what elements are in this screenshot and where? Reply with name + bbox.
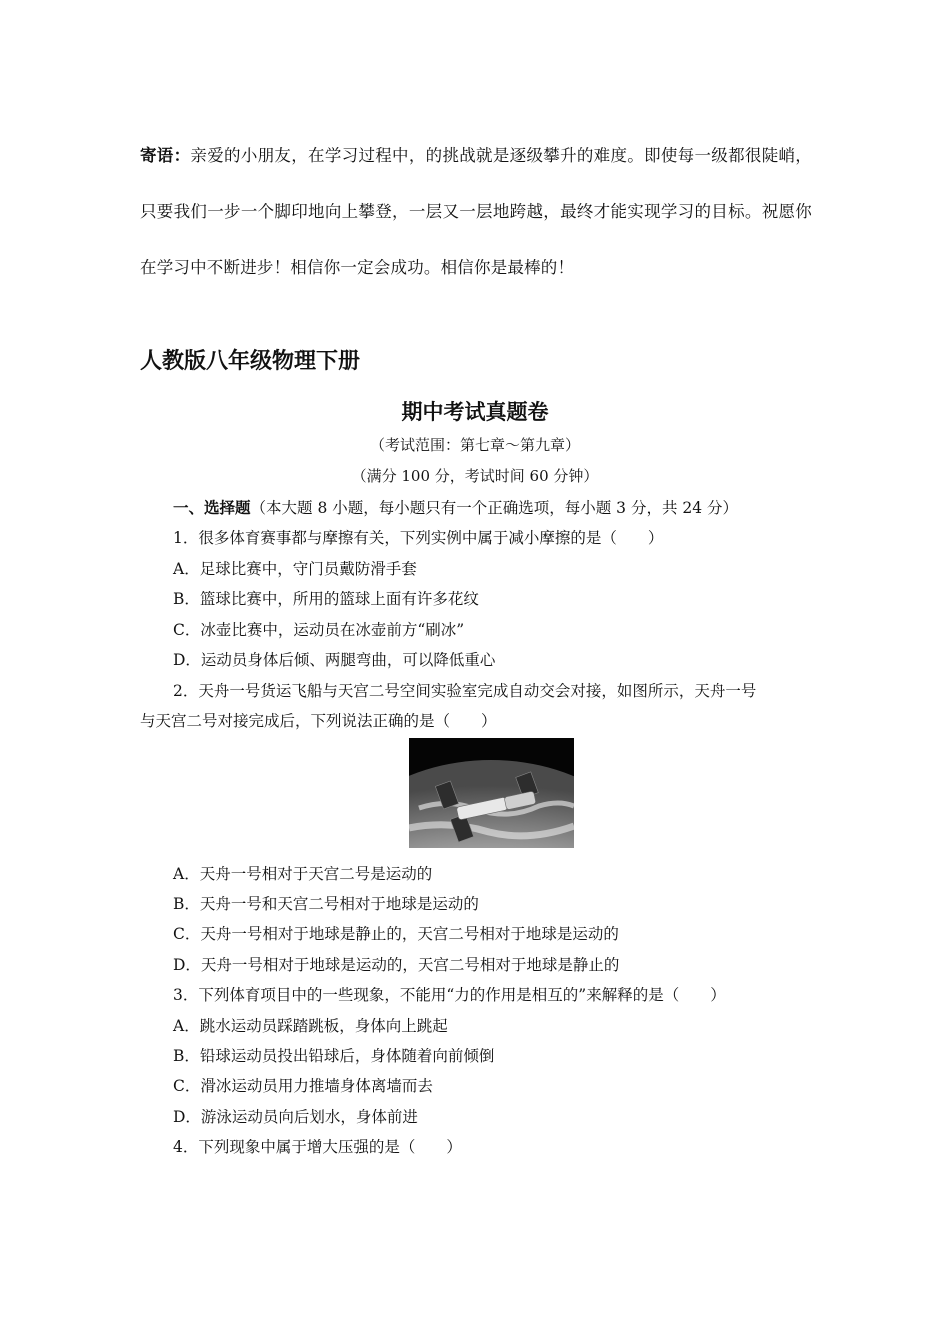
question-1-option-b: B．篮球比赛中，所用的篮球上面有许多花纹 bbox=[173, 590, 479, 608]
preface-label: 寄语： bbox=[140, 146, 191, 165]
exam-scope: （考试范围：第七章～第九章） bbox=[369, 436, 580, 454]
question-3-option-d: D．游泳运动员向后划水，身体前进 bbox=[173, 1108, 418, 1126]
space-station-figure bbox=[409, 738, 574, 848]
section-label: 一、选择题 bbox=[173, 499, 251, 517]
preface-text: 亲爱的小朋友，在学习过程中，的挑战就是逐级攀升的难度。即使每一级都很陡峭，只要我们一步一个脚印地向上攀登，一层又一层地跨越，最终才能实现学习的目标。祝愿你在学习中不断进步！相信你一定会成功。相信你是最棒的！ bbox=[140, 146, 812, 277]
exam-info: （满分 100 分，考试时间 60 分钟） bbox=[351, 467, 599, 485]
question-2-stem-line1: 2．天舟一号货运飞船与天宫二号空间实验室完成自动交会对接，如图所示，天舟一号 bbox=[173, 682, 757, 700]
question-2-stem-line2: 与天宫二号对接完成后，下列说法正确的是（ ） bbox=[140, 712, 497, 730]
space-station-image bbox=[409, 738, 574, 848]
question-2-option-c: C．天舟一号相对于地球是静止的，天宫二号相对于地球是运动的 bbox=[173, 925, 619, 943]
question-3-option-b: B．铅球运动员投出铅球后，身体随着向前倾倒 bbox=[173, 1047, 495, 1065]
question-1-stem: 1．很多体育赛事都与摩擦有关，下列实例中属于减小摩擦的是（ ） bbox=[173, 529, 664, 547]
section-heading bbox=[173, 496, 845, 518]
question-1-option-d: D．运动员身体后倾、两腿弯曲，可以降低重心 bbox=[173, 651, 496, 669]
book-title: 人教版八年级物理下册 bbox=[140, 349, 361, 374]
preface-paragraph bbox=[140, 128, 812, 296]
question-2-option-d: D．天舟一号相对于地球是运动的，天宫二号相对于地球是静止的 bbox=[173, 956, 620, 974]
section-desc: （本大题 8 小题，每小题只有一个正确选项，每小题 3 分，共 24 分） bbox=[250, 499, 739, 517]
question-1-option-c: C．冰壶比赛中，运动员在冰壶前方“刷冰” bbox=[173, 621, 465, 639]
question-3-option-a: A．跳水运动员踩踏跳板，身体向上跳起 bbox=[173, 1017, 448, 1035]
question-3-stem: 3．下列体育项目中的一些现象，不能用“力的作用是相互的”来解释的是（ ） bbox=[173, 986, 726, 1004]
question-2-option-a: A．天舟一号相对于天宫二号是运动的 bbox=[173, 865, 433, 883]
question-1-option-a: A．足球比赛中，守门员戴防滑手套 bbox=[173, 560, 417, 578]
question-3-option-c: C．滑冰运动员用力推墙身体离墙而去 bbox=[173, 1077, 433, 1095]
exam-title: 期中考试真题卷 bbox=[401, 400, 549, 424]
question-2-option-b: B．天舟一号和天宫二号相对于地球是运动的 bbox=[173, 895, 479, 913]
question-4-stem: 4．下列现象中属于增大压强的是（ ） bbox=[173, 1138, 462, 1156]
